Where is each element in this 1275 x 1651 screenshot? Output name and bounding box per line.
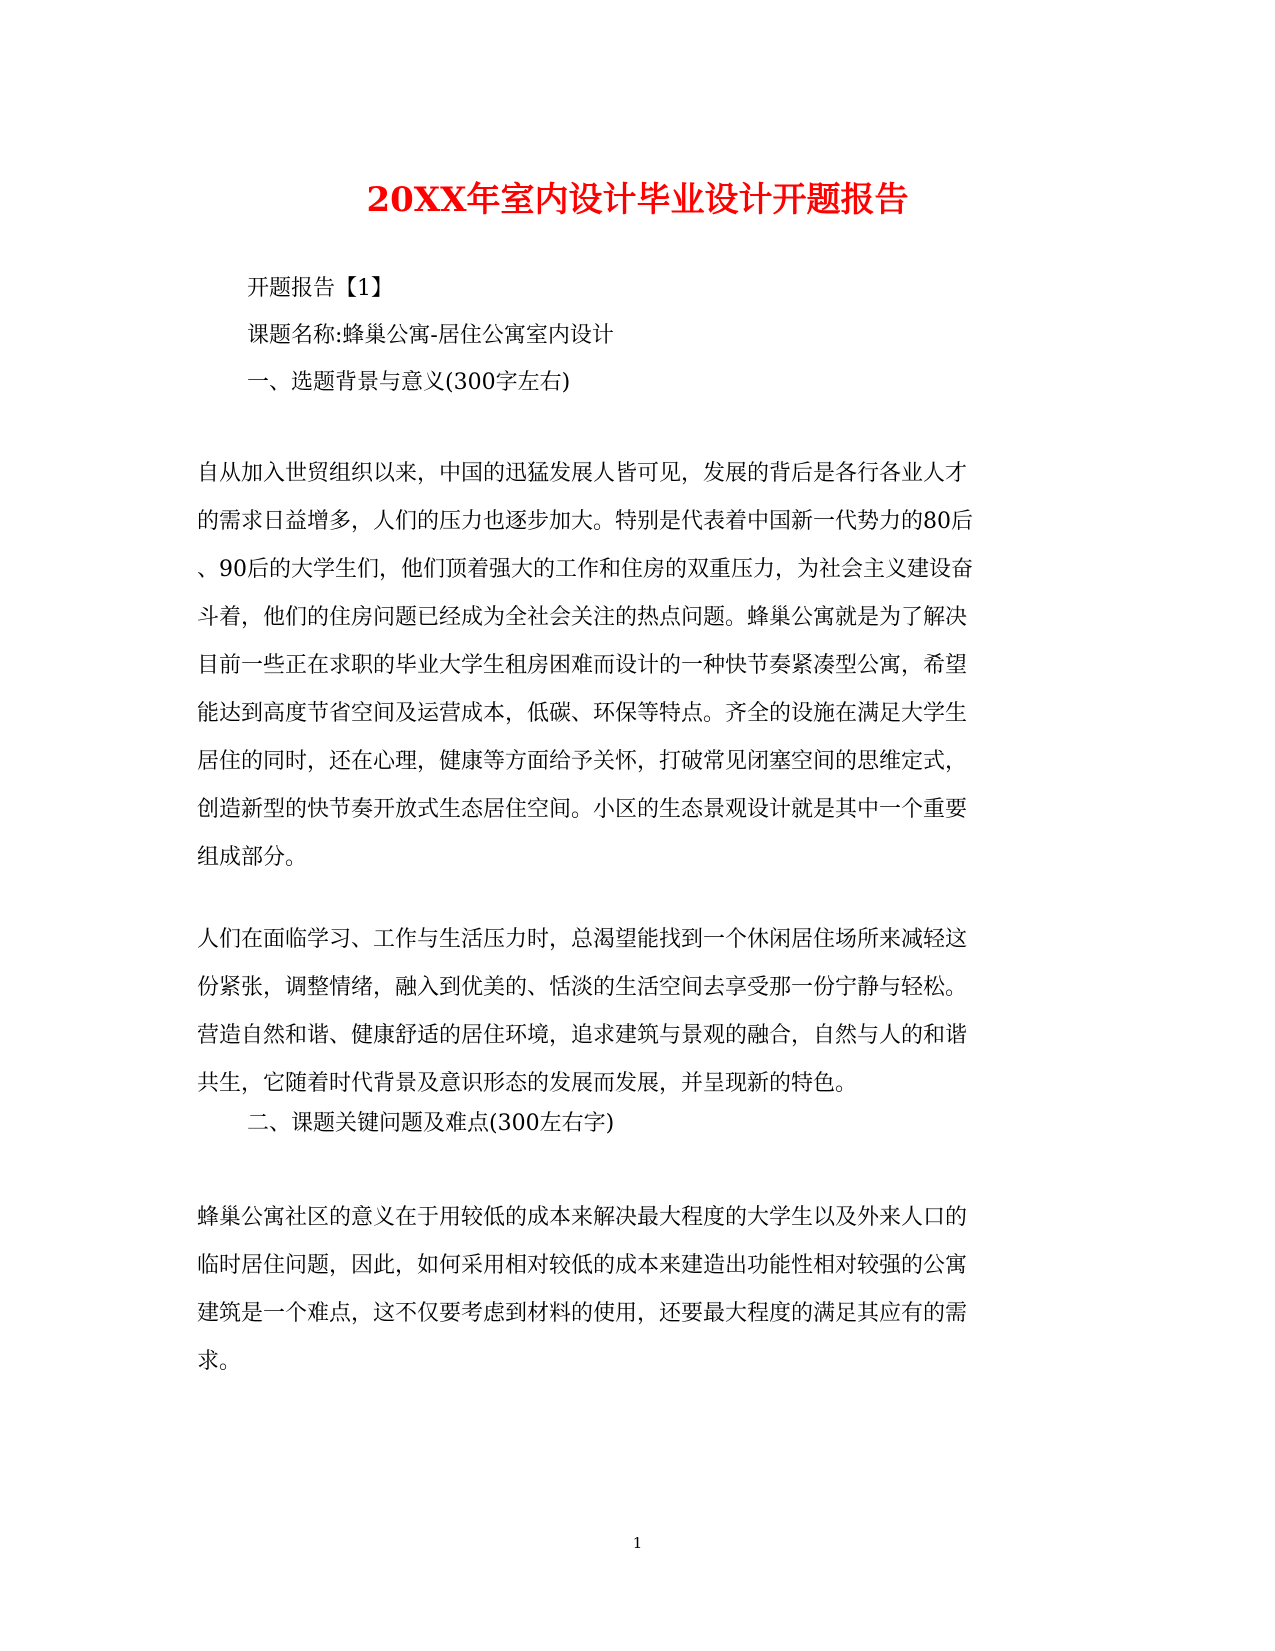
topic-heading: 课题名称:蜂巢公寓-居住公寓室内设计 (247, 323, 614, 348)
paragraph-line: 创造新型的快节奏开放式生态居住空间。小区的生态景观设计就是其中一个重要 (197, 797, 968, 822)
paragraph-line: 能达到高度节省空间及运营成本，低碳、环保等特点。齐全的设施在满足大学生 (197, 701, 968, 726)
paragraph-line: 求。 (197, 1349, 242, 1374)
paragraph-line: 目前一些正在求职的毕业大学生租房困难而设计的一种快节奏紧凑型公寓，希望 (197, 653, 968, 678)
section-1-heading: 一、选题背景与意义(300字左右) (247, 370, 571, 395)
paragraph-line: 居住的同时，还在心理，健康等方面给予关怀，打破常见闭塞空间的思维定式， (197, 749, 968, 774)
paragraph-line: 的需求日益增多，人们的压力也逐步加大。特别是代表着中国新一代势力的80后 (197, 509, 973, 534)
report-heading: 开题报告【1】 (247, 276, 393, 301)
page-number: 1 (632, 1534, 643, 1552)
paragraph-line: 临时居住问题，因此，如何采用相对较低的成本来建造出功能性相对较强的公寓 (197, 1253, 968, 1278)
paragraph-line: 斗着，他们的住房问题已经成为全社会关注的热点问题。蜂巢公寓就是为了解决 (197, 605, 968, 630)
paragraph-line: 建筑是一个难点，这不仅要考虑到材料的使用，还要最大程度的满足其应有的需 (197, 1301, 968, 1326)
paragraph-line: 份紧张，调整情绪，融入到优美的、恬淡的生活空间去享受那一份宁静与轻松。 (197, 975, 968, 1000)
paragraph-line: 营造自然和谐、健康舒适的居住环境，追求建筑与景观的融合，自然与人的和谐 (197, 1023, 968, 1048)
paragraph-line: 共生，它随着时代背景及意识形态的发展而发展，并呈现新的特色。 (197, 1071, 858, 1096)
page-title: 20XX年室内设计毕业设计开题报告 (366, 180, 909, 220)
paragraph-key-issues (197, 1194, 1077, 1386)
paragraph-line: 、90后的大学生们，他们顶着强大的工作和住房的双重压力，为社会主义建设奋 (197, 557, 973, 582)
paragraph-line: 人们在面临学习、工作与生活压力时，总渴望能找到一个休闲居住场所来减轻这 (197, 927, 968, 952)
paragraph-background (197, 450, 1077, 882)
paragraph-line: 自从加入世贸组织以来，中国的迅猛发展人皆可见，发展的背后是各行各业人才 (197, 461, 968, 486)
paragraph-line: 蜂巢公寓社区的意义在于用较低的成本来解决最大程度的大学生以及外来人口的 (197, 1205, 968, 1230)
paragraph-significance (197, 916, 1077, 1108)
section-2-heading: 二、课题关键问题及难点(300左右字) (247, 1111, 615, 1136)
paragraph-line: 组成部分。 (197, 845, 308, 870)
